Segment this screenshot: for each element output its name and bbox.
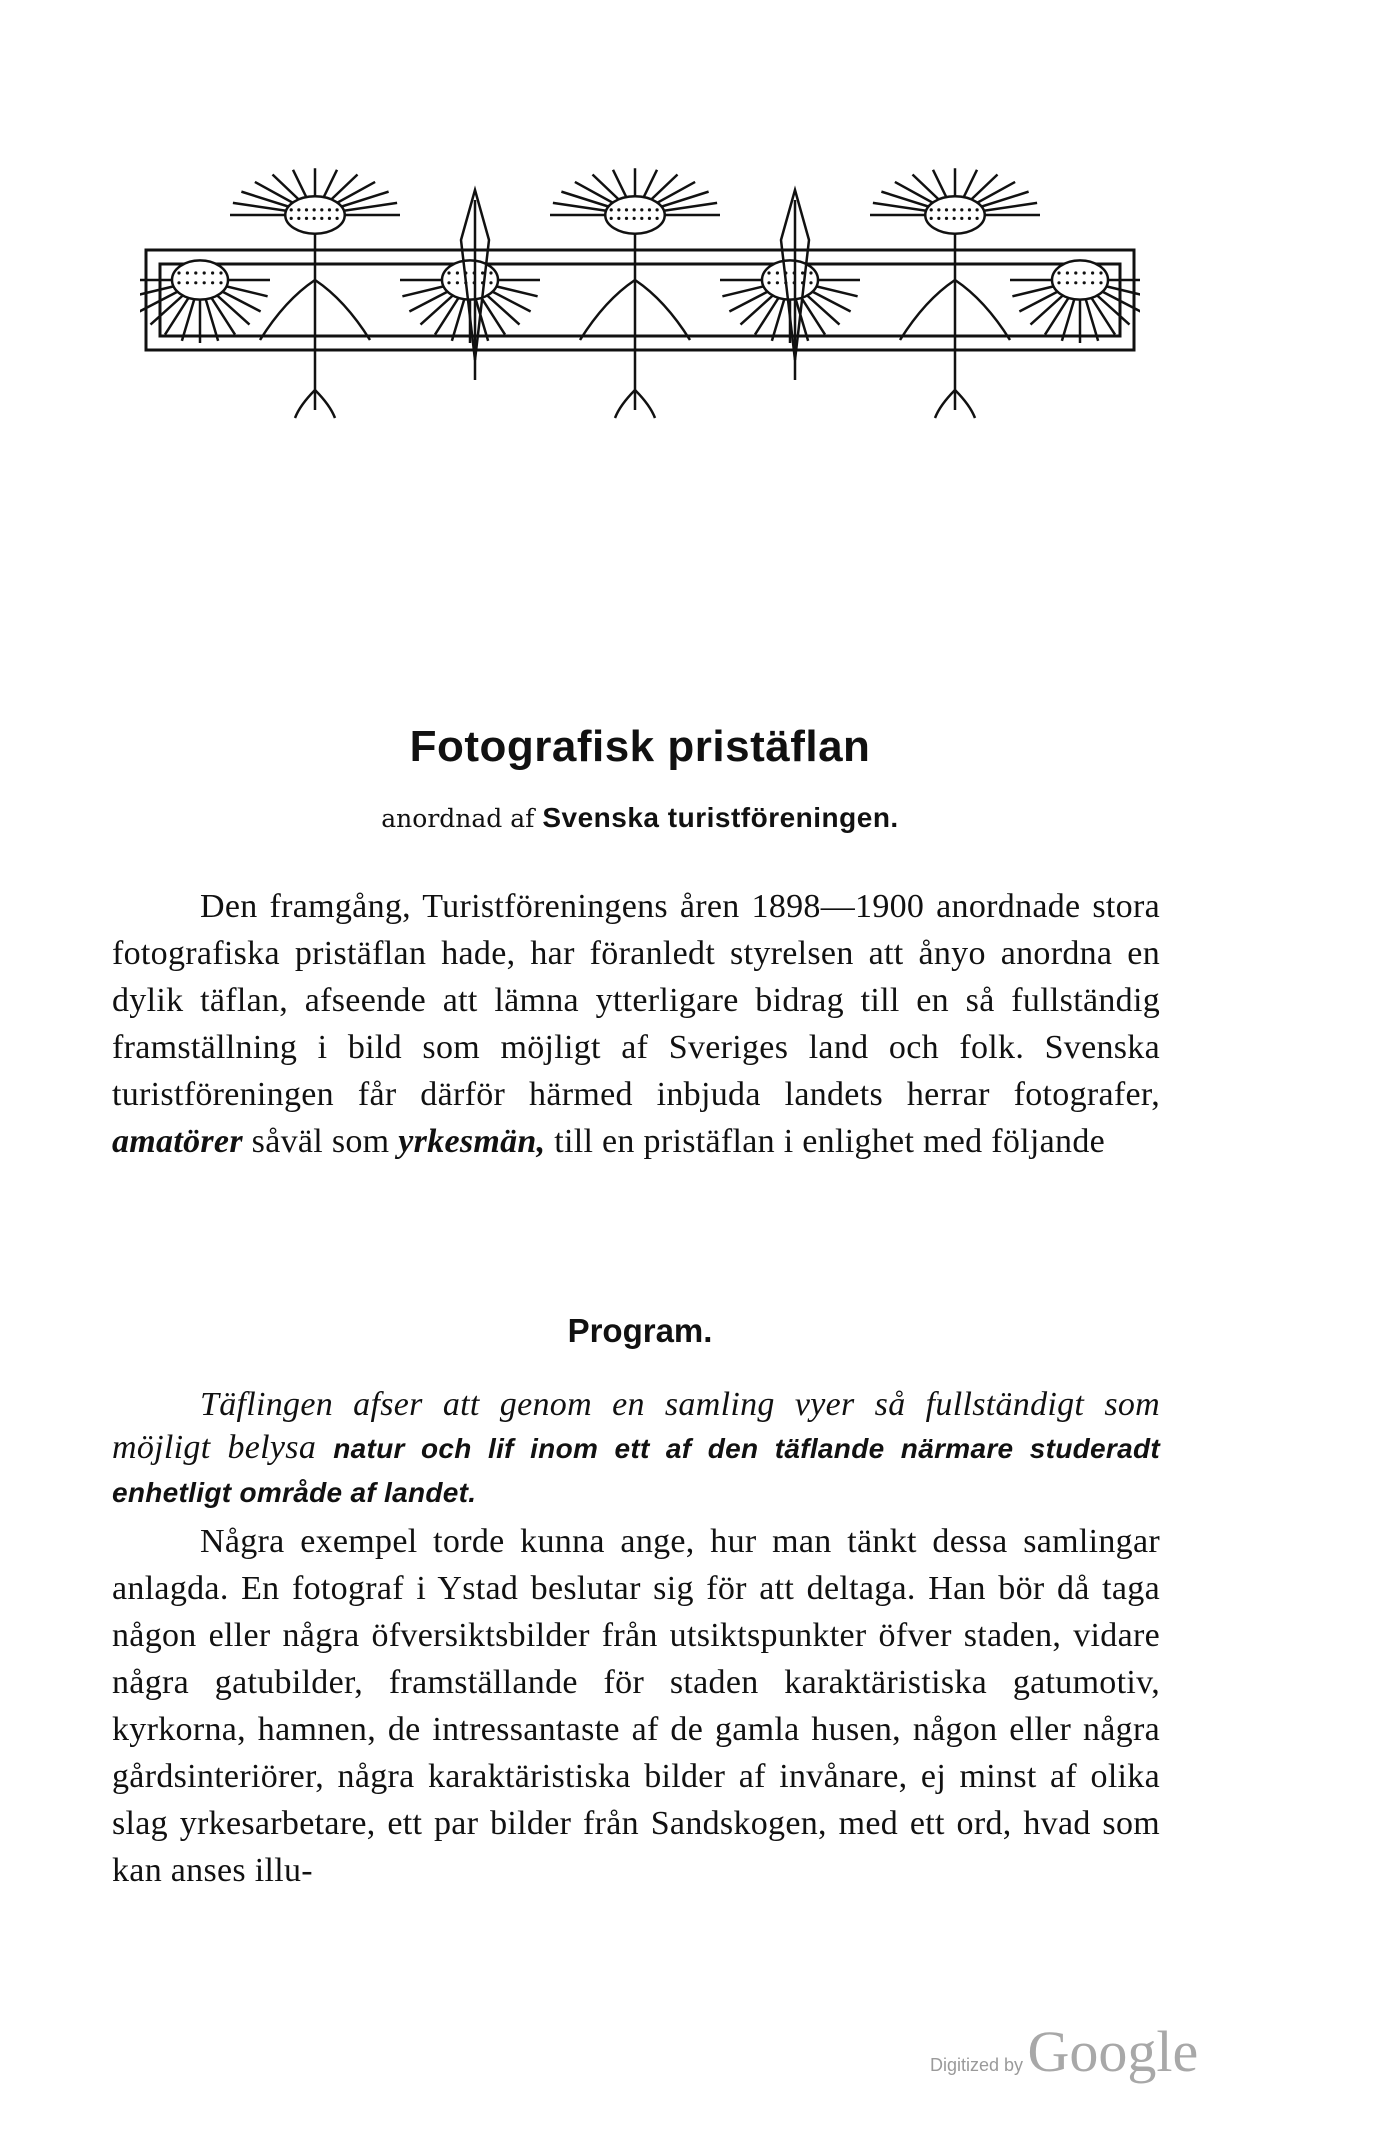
intro-yrkesman: yrkesmän, bbox=[398, 1123, 546, 1160]
ornament-flower-3 bbox=[870, 168, 1040, 233]
intro-paragraph bbox=[112, 883, 1160, 1165]
google-watermark bbox=[930, 2018, 1198, 2085]
subtitle-prefix: anordnad af bbox=[381, 804, 535, 833]
watermark-small-text: Digitized by bbox=[930, 2055, 1024, 2075]
ornament-drooping-flower-2 bbox=[400, 260, 540, 343]
page-title: Fotografisk pristäflan bbox=[409, 722, 871, 771]
program-italic-part: Täflingen afser att genom en samling vyer så fullständigt som möjligt belysa bbox=[112, 1386, 1160, 1466]
ornament-flower-1 bbox=[230, 168, 400, 233]
program-bold-part: natur och lif inom ett af den täflande närmare studeradt enhetligt område af landet. bbox=[112, 1433, 1160, 1508]
subtitle-organization: Svenska turistföreningen. bbox=[542, 802, 899, 833]
ornament-stem-2 bbox=[580, 210, 690, 418]
program-statement bbox=[112, 1383, 1160, 1514]
intro-text-a: Den framgång, Turistföreningens åren 1898—1900 anordnade stora fotografiska pristäflan hade, har föranledt styrelsen att ånyo anordna en dylik täflan, afseende att lämna ytterligare bidrag till en så fullständig framställning i bild som möjligt af Sveriges land och folk. Svenska turistföreningen får därför härmed inbjuda landets herrar fotografer, bbox=[112, 888, 1160, 1113]
watermark-logo-text: Google bbox=[1027, 2019, 1199, 2084]
ornament-stem-3 bbox=[900, 210, 1010, 418]
program-heading: Program. bbox=[567, 1312, 713, 1349]
subtitle bbox=[0, 802, 1280, 834]
floral-ornament-header bbox=[140, 160, 1140, 420]
body-paragraph: Några exempel torde kunna ange, hur man tänkt dessa samlingar anlagda. En fotograf i Ystad beslutar sig för att deltaga. Han bör då taga någon eller några öfversiktsbilder från utsiktspunkter öfver staden, vidare några gatubilder, framställande för staden karaktäristiska gatumotiv, kyrkorna, hamnen, de intressantaste af de gamla husen, någon eller några gårdsinteriörer, några karaktäristiska bilder af invånare, ej minst af olika slag yrkesarbetare, ett par bilder från Sandskogen, med ett ord, hvad som kan anses illu- bbox=[112, 1523, 1160, 1889]
ornament-flower-2 bbox=[550, 168, 720, 233]
ornament-drooping-flower-3 bbox=[720, 260, 860, 343]
intro-amatorer: amatörer bbox=[112, 1123, 243, 1160]
intro-text-b: såväl som bbox=[251, 1123, 390, 1160]
intro-text-c: till en pristäflan i enlighet med följande bbox=[554, 1123, 1106, 1160]
ornament-stem-1 bbox=[260, 210, 370, 418]
